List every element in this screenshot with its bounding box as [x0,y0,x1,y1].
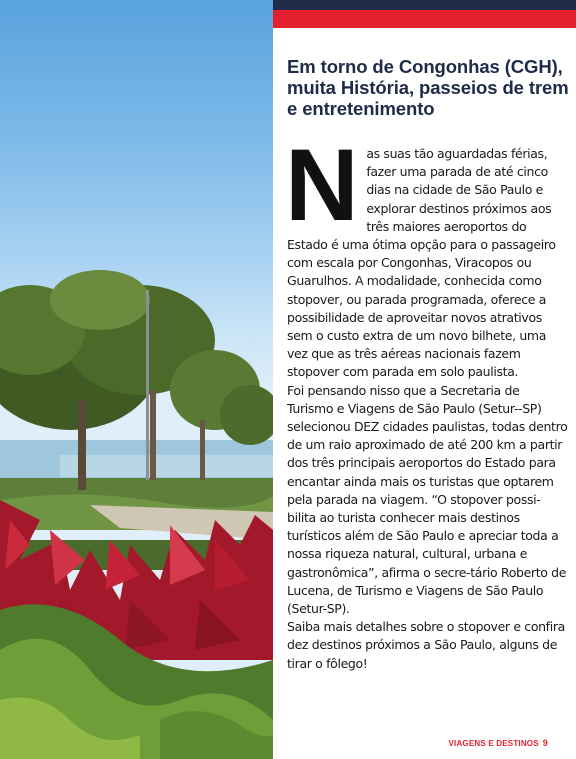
paragraph-2: Foi pensando nisso que a Secretaria de Turismo e Viagens de São Paulo (Setur--SP) selecionou DEZ cidades paulistas, todas dentro de um raio aproximado de até 200 km a partir dos três principais aeroportos do Estado para encantar ainda mais os turistas que optarem pela parada na viagem. “O stopover possi-bilita ao turista conhecer mais destinos turísticos além de São Paulo e apreciar toda a nossa riqueza natural, cultural, urbana e gastronômica”, afirma o secre-tário Roberto de Lucena, de Turismo e Viagens de São Paulo (Setur-SP). [287,382,568,617]
paragraph-1: as suas tão aguardadas férias, fazer uma parada de até cinco dias na cidade de São Paulo e explorar destinos próximos aos três maiores aeroportos do Estado é uma ótima opção para o passageiro com escala por Congonhas, Viracopos ou Guarulhos. A modalidade, conhecida como stopover, ou parada programada, oferece a possibilidade de aproveitar novos atrativos sem o custo extra de um novo bilhete, uma vez que as três aéreas nacionais fazem stopover com parada em solo paulista. [287,146,556,380]
article-body [285,128,569,673]
page-footer [448,738,548,748]
footer-section-label: VIAGENS E DESTINOS [448,739,539,748]
drop-cap: N [285,128,359,242]
photo-illustration [0,0,273,759]
garden-seafront-photo [0,0,273,759]
article-headline: Em torno de Congonhas (CGH), muita História, passeios de trem e entretenimento [287,56,569,119]
page-number: 9 [542,738,548,748]
paragraph-3: Saiba mais detalhes sobre o stopover e confira dez destinos próximos a São Paulo, alguns de tirar o fôlego! [287,619,565,671]
header-navy-bar [273,0,576,10]
header-red-bar [273,10,576,28]
